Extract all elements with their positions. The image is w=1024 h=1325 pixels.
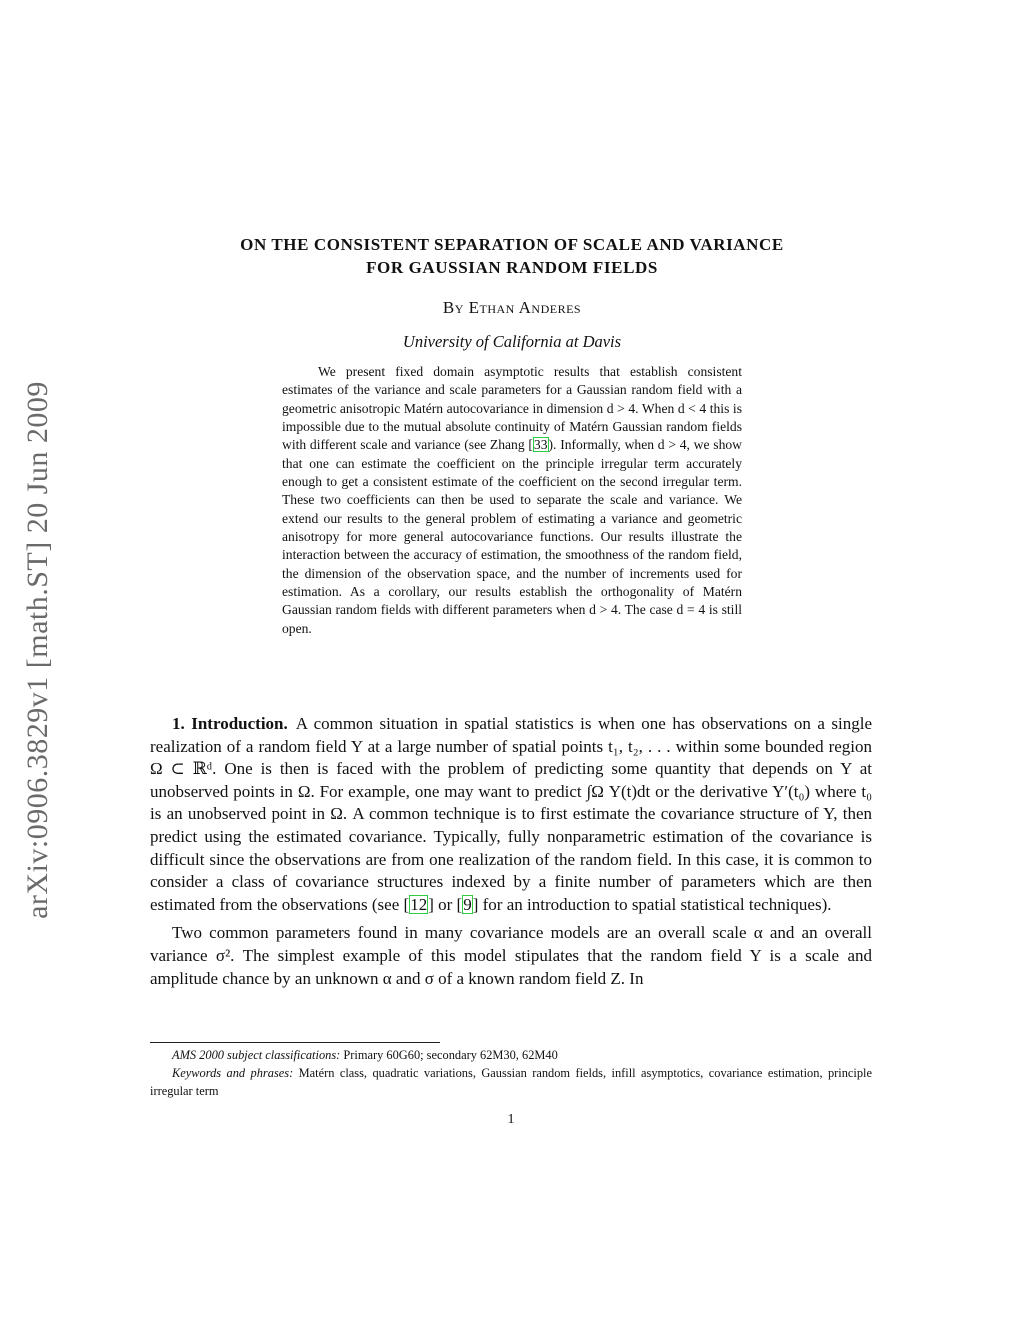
intro-text-1c: for an introduction to spatial statistical techniques). xyxy=(478,894,832,914)
page-number: 1 xyxy=(507,1112,515,1127)
abstract-paragraph: We present fixed domain asymptotic results that establish consistent estimates of the variance and scale parameters for a Gaussian random field with a geometric anisotropic Matérn autocovariance in dimension d > 4. When d < 4 this is impossible due to the mutual absolute continuity of Matérn Gaussian random fields with different scale and variance (see Zhang [33). Informally, when d > 4, we show that one can estimate the coefficient on the principle irregular term accurately enough to get a consistent estimate of the coefficient on the second irregular term. These two coefficients can then be used to separate the scale and variance. We extend our results to the general problem of estimating a variance and geometric anisotropy for more general autocovariance functions. Our results illustrate the interaction between the accuracy of estimation, the smoothness of the random field, the dimension of the observation space, and the number of increments used for estimation. As a corollary, our results establish the orthogonality of Matérn Gaussian random fields with different parameters when d > 4. The case d = 4 is still open. xyxy=(282,364,742,636)
section-heading: 1. Introduction. xyxy=(172,714,288,733)
arxiv-side-stamp xyxy=(8,350,68,950)
title-line-1: ON THE CONSISTENT SEPARATION OF SCALE AND VARIANCE xyxy=(240,235,784,254)
introduction-section xyxy=(150,713,872,990)
footnote-divider xyxy=(150,1042,440,1043)
intro-text-1a: A common situation in spatial statistics is when one has observations on a single realization of a random field Y at a large number of spatial points t₁, t₂, . . . within some bounded region Ω ⊂ ℝᵈ. One is then is faced with the problem of predicting some quantity that depends on Y at unobserved points in Ω. For example, one may want to predict ∫Ω Y(t)dt or the derivative Y′(t₀) where t₀ is an unobserved point in Ω. A common technique is to first estimate the covariance structure of Y, then predict using the estimated covariance. Typically, fully nonparametric estimation of the covariance is difficult since the observations are from one realization of the random field. In this case, it is common to consider a class of covariance structures indexed by a finite number of parameters which are then estimated from the observations (see xyxy=(150,714,872,914)
citation-link[interactable]: 9 xyxy=(463,894,472,914)
arxiv-identifier: arXiv:0906.3829v1 [math.ST] 20 Jun 2009 xyxy=(21,381,54,919)
intro-paragraph-1: 1. Introduction. A common situation in spatial statistics is when one has observations on a single realization of a random field Y at a large number of spatial points t₁, t₂, . . . within some bounded region Ω ⊂ ℝᵈ. One is then is faced with the problem of predicting some quantity that depends on Y at unobserved points in Ω. For example, one may want to predict ∫Ω Y(t)dt or the derivative Y′(t₀) where t₀ is an unobserved point in Ω. A common technique is to first estimate the covariance structure of Y, then predict using the estimated covariance. Typically, fully nonparametric estimation of the covariance is difficult since the observations are from one realization of the random field. In this case, it is common to consider a class of covariance structures indexed by a finite number of parameters which are then estimated from the observations (see [12] or [9] for an introduction to spatial statistical techniques). xyxy=(150,714,872,914)
ams-classification xyxy=(150,1046,872,1064)
footnotes xyxy=(150,1046,872,1100)
intro-paragraph-2: Two common parameters found in many covariance models are an overall scale α and an overall variance σ². The simplest example of this model stipulates that the random field Y is a scale and amplitude chance by an unknown α and σ of a known random field Z. In xyxy=(150,923,872,988)
author: By Ethan Anderes xyxy=(442,298,582,317)
abstract-text-1: We present fixed domain asymptotic results that establish consistent estimates of the variance and scale parameters for a Gaussian random field with a geometric anisotropic Matérn autocovariance in dimension d > 4. When d < 4 this is impossible due to the mutual absolute continuity of Matérn Gaussian random fields with different scale and variance (see Zhang xyxy=(282,364,742,453)
keywords-text: Matérn class, quadratic variations, Gaussian random fields, infill asymptotics, covariance estimation, principle irregular term xyxy=(150,1066,872,1098)
keywords-label: Keywords and phrases: xyxy=(172,1066,294,1080)
abstract xyxy=(282,363,742,638)
paper-title xyxy=(150,233,874,279)
keywords xyxy=(150,1064,872,1100)
ams-label: AMS 2000 subject classifications: xyxy=(172,1048,341,1062)
citation-link[interactable]: 33 xyxy=(533,437,548,453)
citation-link[interactable]: 12 xyxy=(410,894,428,914)
abstract-text-2: ). Informally, when d > 4, we show that one can estimate the coefficient on the principle irregular term accurately enough to get a consistent estimate of the coefficient on the second irregular term. These two coefficients can then be used to separate the scale and variance. We extend our results to the general problem of estimating a variance and geometric anisotropy for more general autocovariance functions. Our results illustrate the interaction between the accuracy of estimation, the smoothness of the random field, the dimension of the observation space, and the number of increments used for estimation. As a corollary, our results establish the orthogonality of Matérn Gaussian random fields with different parameters when d > 4. The case d = 4 is still open. xyxy=(282,437,742,636)
title-line-2: FOR GAUSSIAN RANDOM FIELDS xyxy=(366,258,658,277)
intro-text-1b: or xyxy=(433,894,457,914)
ams-text: Primary 60G60; secondary 62M30, 62M40 xyxy=(340,1048,558,1062)
affiliation: University of California at Davis xyxy=(402,332,622,351)
